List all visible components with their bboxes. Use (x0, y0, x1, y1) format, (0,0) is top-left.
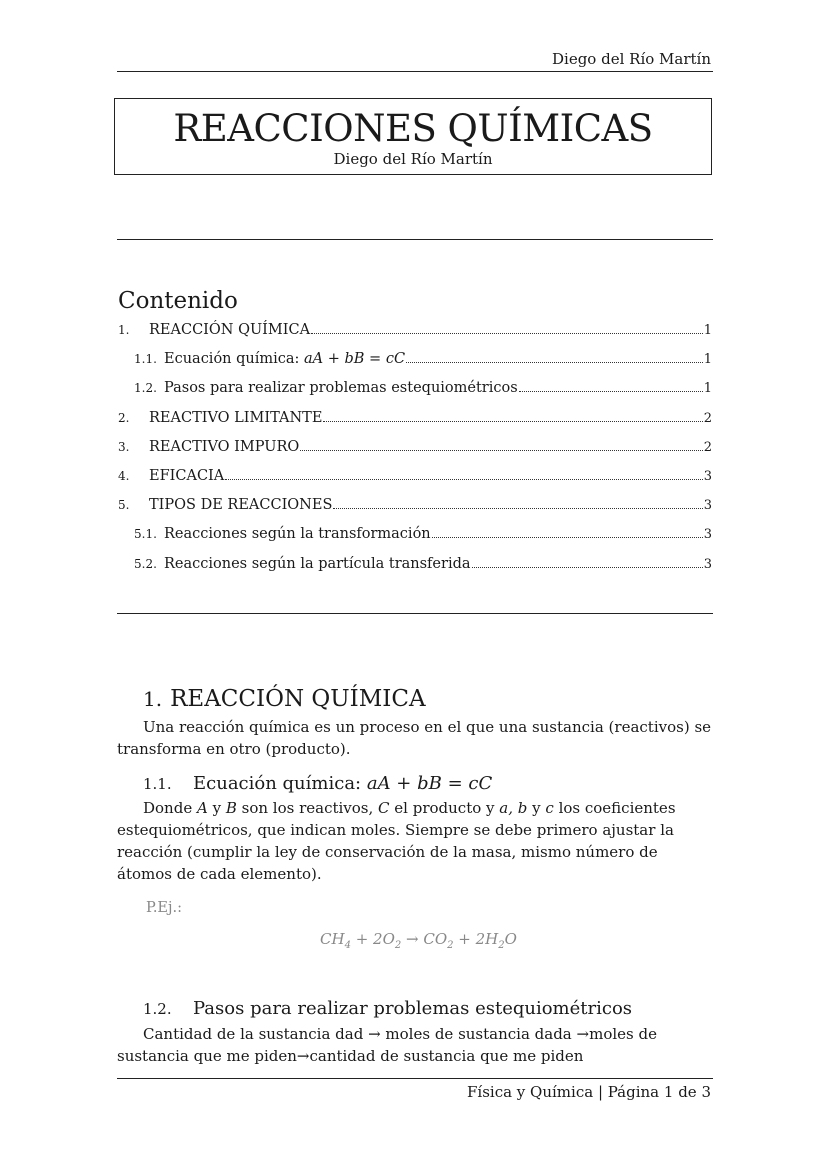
document-subtitle: Diego del Río Martín (333, 150, 493, 168)
toc-entry-page: 1 (703, 381, 712, 396)
toc-heading: Contenido (118, 288, 238, 314)
toc-entry-page: 3 (703, 469, 712, 484)
para-text: el producto y (389, 799, 500, 817)
example-label: P.Ej.: (146, 900, 183, 916)
subsection-heading (143, 998, 632, 1019)
toc-entry-page: 1 (703, 323, 712, 338)
section-paragraph: Una reacción química es un proceso en el que una sustancia (reactivos) se transforma en otro (producto). (117, 718, 712, 758)
toc-entry-label: EFICACIA (149, 468, 225, 484)
toc-entry-page: 3 (703, 557, 712, 572)
para-text: Donde (143, 799, 197, 817)
subsection-number: 1.1. (143, 775, 172, 793)
toc-entry-math: aA + bB = cC (304, 351, 406, 367)
toc-entry-page: 2 (703, 411, 712, 426)
toc-entry[interactable] (118, 351, 712, 373)
math-var: B (225, 799, 237, 817)
toc-entry[interactable] (118, 439, 712, 461)
toc-entry-number: 1.2. (134, 381, 157, 395)
subsection-title: Pasos para realizar problemas estequiométricos (193, 998, 633, 1019)
eq-part: + 2H (453, 930, 499, 948)
para-text: y (207, 799, 226, 817)
toc-entry-number: 3. (118, 440, 130, 454)
toc-leader-dots (323, 411, 702, 422)
toc-leader-dots (225, 469, 702, 480)
toc-leader-dots (406, 352, 703, 363)
toc-entry-label: REACTIVO IMPURO (149, 439, 300, 455)
eq-part: + 2O (350, 930, 395, 948)
subsection-paragraph (117, 797, 717, 885)
para-text: son los reactivos, (236, 799, 379, 817)
toc-entry[interactable] (118, 497, 712, 519)
eq-subscript: 4 (344, 940, 351, 951)
toc-entry-number: 2. (118, 411, 130, 425)
toc-entry-page: 3 (703, 498, 712, 513)
eq-subscript: 2 (498, 940, 505, 951)
toc-entry-number: 1.1. (134, 352, 157, 366)
eq-part: → CO (401, 930, 448, 948)
toc-entry-label (164, 351, 405, 367)
toc-entry[interactable] (118, 468, 712, 490)
eq-subscript: 2 (394, 940, 402, 951)
para-text: los coeficientes estequiométricos, que indican moles. Siempre se debe primero ajustar la reacción (cumplir la ley de conservación de la masa, mismo número de átomos de cada elemento). (117, 799, 681, 883)
toc-entry-label: Reacciones según la transformación (164, 526, 431, 542)
toc-entry-page: 2 (703, 440, 712, 455)
para-text: y (527, 799, 546, 817)
toc-entry-label: REACTIVO LIMITANTE (149, 410, 323, 426)
document-title: REACCIONES QUÍMICAS (173, 107, 653, 150)
page-footer: Física y Química | Página 1 de 3 (467, 1083, 711, 1101)
toc-leader-dots (311, 323, 703, 334)
toc-entry-label: TIPOS DE REACCIONES (149, 497, 333, 513)
toc-entry-page: 1 (703, 352, 712, 367)
toc-entry[interactable] (118, 380, 712, 402)
toc-entry-number: 5.1. (134, 527, 157, 541)
subsection-title: Ecuación química: (193, 773, 367, 794)
title-block (114, 98, 712, 175)
header-divider (117, 71, 713, 72)
chemical-equation (320, 930, 517, 951)
toc-leader-dots (472, 557, 703, 568)
toc-entry[interactable] (118, 556, 712, 578)
section-heading (143, 686, 426, 712)
toc-entry[interactable] (118, 322, 712, 344)
toc-bottom-divider (117, 613, 713, 614)
toc-entry-number: 5. (118, 498, 130, 512)
toc-entry-label-text: Ecuación química: (164, 351, 305, 367)
toc-entry-label: REACCIÓN QUÍMICA (149, 322, 311, 338)
eq-part: CH (320, 930, 345, 948)
subsection-math: aA + bB = cC (366, 773, 493, 794)
toc-entry-page: 3 (703, 527, 712, 542)
subsection-heading (143, 773, 492, 794)
toc-leader-dots (333, 498, 702, 509)
eq-part: O (504, 930, 517, 948)
math-var: a, b (499, 799, 528, 817)
toc-entry-label: Reacciones según la partícula transferida (164, 556, 471, 572)
section-number: 1. (143, 687, 163, 711)
toc-leader-dots (519, 381, 703, 392)
section-title: REACCIÓN QUÍMICA (170, 686, 426, 712)
toc-entry-number: 5.2. (134, 557, 157, 571)
subsection-number: 1.2. (143, 1000, 172, 1018)
toc-leader-dots (432, 527, 703, 538)
math-var: A (196, 799, 208, 817)
toc-leader-dots (300, 440, 702, 451)
toc-top-divider (117, 239, 713, 240)
page-header-author: Diego del Río Martín (552, 50, 711, 68)
subsection-paragraph: Cantidad de la sustancia dad → moles de sustancia dada →moles de sustancia que me piden→cantidad de sustancia que me piden (117, 1025, 657, 1065)
toc-entry-label: Pasos para realizar problemas estequiométricos (164, 380, 518, 396)
math-var: c (545, 799, 554, 817)
toc-entry-number: 1. (118, 323, 130, 337)
math-var: C (378, 799, 390, 817)
toc-entry-number: 4. (118, 469, 130, 483)
footer-divider (117, 1078, 713, 1079)
eq-subscript: 2 (447, 940, 454, 951)
toc-entry[interactable] (118, 410, 712, 432)
toc-entry[interactable] (118, 526, 712, 548)
